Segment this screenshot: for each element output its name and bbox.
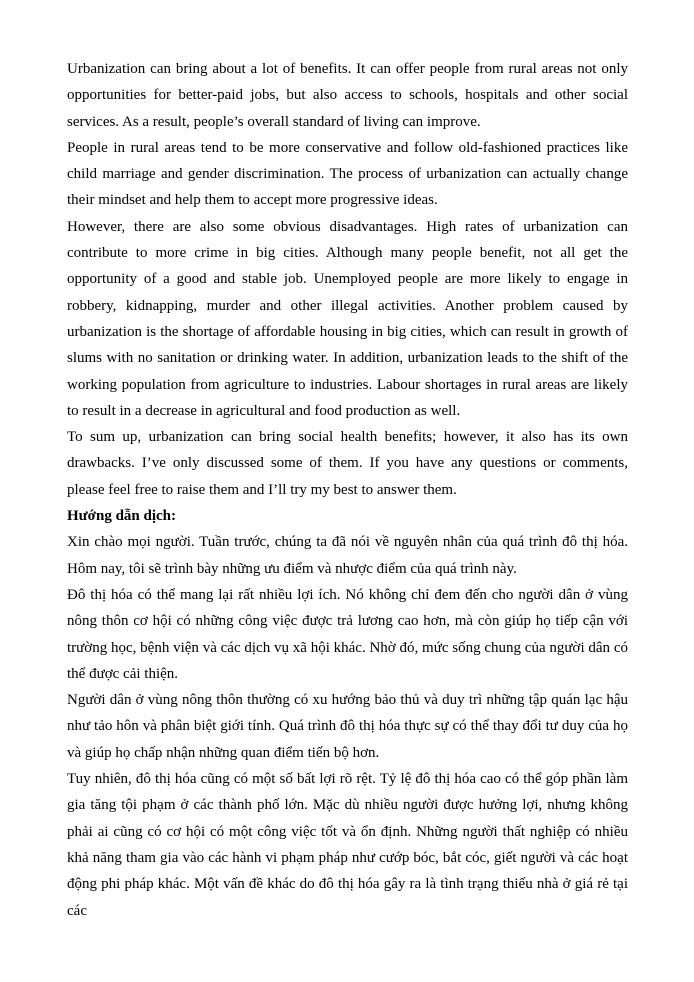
paragraph-vi-disadvantages: Tuy nhiên, đô thị hóa cũng có một số bất lợi rõ rệt. Tỷ lệ đô thị hóa cao có thể góp phần làm gia tăng tội phạm ở các thành phố lớn. Mặc dù nhiều người được hưởng lợi, nhưng không phải ai cũng có cơ hội có một công việc tốt và ổn định. Những người thất nghiệp có nhiều khả năng tham gia vào các hành vi phạm pháp như cướp bóc, bắt cóc, giết người và các hoạt động phi pháp khác. Một vấn đề khác do đô thị hóa gây ra là tình trạng thiếu nhà ở giá rẻ tại các [67, 771, 628, 919]
paragraph-rural-mindset: People in rural areas tend to be more conservative and follow old-fashioned practices like child marriage and gender discrimination. The process of urbanization can actually change their mindset and help them to accept more progressive ideas. [67, 139, 628, 209]
paragraph-summary: To sum up, urbanization can bring social health benefits; however, it also has its own drawbacks. I’ve only discussed some of them. If you have any questions or comments, please feel free to raise them and I’ll try my best to answer them. [67, 429, 628, 498]
document-body [67, 56, 628, 924]
section-heading-translation-guide: Hướng dẫn dịch: [67, 508, 177, 525]
paragraph-vi-mindset: Người dân ở vùng nông thôn thường có xu hướng bảo thủ và duy trì những tập quán lạc hậu như tảo hôn và phân biệt giới tính. Quá trình đô thị hóa thực sự có thể thay đổi tư duy của họ và giúp họ chấp nhận những quan điểm tiến bộ hơn. [67, 692, 628, 761]
paragraph-disadvantages: However, there are also some obvious disadvantages. High rates of urbanization can contribute to more crime in big cities. Although many people benefit, not all get the opportunity of a good and stable job. Unemployed people are more likely to engage in robbery, kidnapping, murder and other illegal activities. Another problem caused by urbanization is the shortage of affordable housing in big cities, which can result in growth of slums with no sanitation or drinking water. In addition, urbanization leads to the shift of the working population from agriculture to industries. Labour shortages in rural areas are likely to result in a decrease in agricultural and food production as well. [67, 218, 628, 419]
paragraph-vi-intro: Xin chào mọi người. Tuần trước, chúng ta đã nói về nguyên nhân của quá trình đô thị hóa. Hôm nay, tôi sẽ trình bày những ưu điểm và nhược điểm của quá trình này. [67, 534, 628, 577]
paragraph-urbanization-benefits: Urbanization can bring about a lot of benefits. It can offer people from rural areas not only opportunities for better-paid jobs, but also access to schools, hospitals and other social services. As a result, people’s overall standard of living can improve. [67, 61, 628, 130]
paragraph-vi-benefits: Đô thị hóa có thể mang lại rất nhiều lợi ích. Nó không chỉ đem đến cho người dân ở vùng nông thôn cơ hội có những công việc được trả lương cao hơn, mà còn giúp họ tiếp cận với trường học, bệnh viện và các dịch vụ xã hội khác. Nhờ đó, mức sống chung của người dân có thể được cải thiện. [67, 586, 628, 682]
